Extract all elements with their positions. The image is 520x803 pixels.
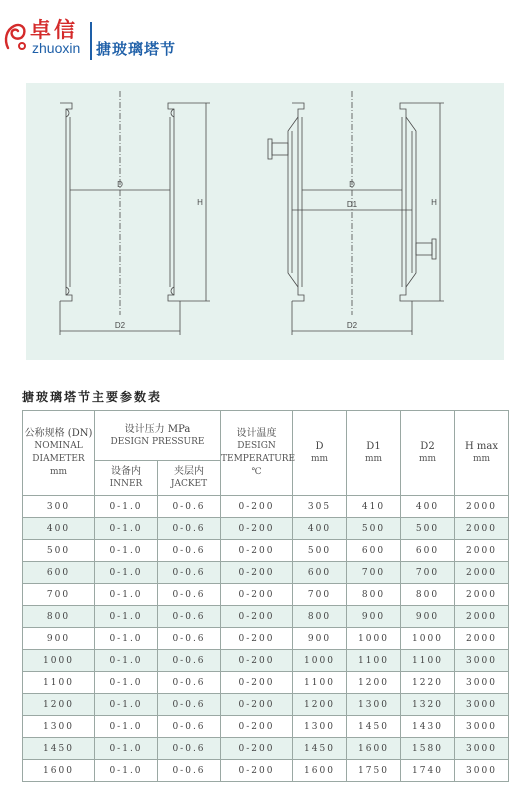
- drawing-svg: [26, 83, 504, 360]
- table-cell: 0-0.6: [158, 584, 221, 606]
- table-row: [23, 584, 509, 606]
- table-cell: 0-200: [221, 760, 293, 782]
- table-cell: 1300: [293, 716, 347, 738]
- left-d2-label: D2: [114, 321, 126, 330]
- table-cell: 400: [23, 518, 95, 540]
- table-cell: 1580: [401, 738, 455, 760]
- table-cell: 700: [401, 562, 455, 584]
- brand-divider: [90, 22, 92, 60]
- table-body: [23, 496, 509, 782]
- table-cell: 0-200: [221, 628, 293, 650]
- table-cell: 700: [293, 584, 347, 606]
- table-cell: 0-200: [221, 496, 293, 518]
- table-cell: 3000: [455, 694, 509, 716]
- table-cell: 1300: [23, 716, 95, 738]
- table-cell: 500: [347, 518, 401, 540]
- header-text: 设计压力 MPa: [124, 423, 191, 435]
- table-cell: 900: [23, 628, 95, 650]
- table-cell: 1000: [23, 650, 95, 672]
- table-row: [23, 606, 509, 628]
- table-cell: 0-1.0: [95, 738, 158, 760]
- table-cell: 2000: [455, 540, 509, 562]
- table-cell: 0-1.0: [95, 606, 158, 628]
- table-cell: 0-1.0: [95, 628, 158, 650]
- table-cell: 900: [401, 606, 455, 628]
- table-cell: 0-0.6: [158, 738, 221, 760]
- table-cell: 1430: [401, 716, 455, 738]
- table-cell: 1320: [401, 694, 455, 716]
- table-cell: 3000: [455, 738, 509, 760]
- header-d: [293, 411, 347, 496]
- table-cell: 800: [23, 606, 95, 628]
- header-d2: [401, 411, 455, 496]
- header-text: H max: [465, 441, 498, 452]
- table-cell: 1100: [401, 650, 455, 672]
- brand-name-en: zhuoxin: [32, 40, 81, 56]
- header-nominal: [23, 411, 95, 496]
- table-cell: 1600: [23, 760, 95, 782]
- table-cell: 1000: [347, 628, 401, 650]
- table-cell: 0-1.0: [95, 716, 158, 738]
- table-cell: 1100: [23, 672, 95, 694]
- table-row: [23, 540, 509, 562]
- table-cell: 0-0.6: [158, 672, 221, 694]
- header-text: 设备内: [111, 466, 141, 477]
- right-section-diagram: [268, 91, 444, 335]
- left-section-diagram: [60, 91, 210, 335]
- header-text: INNER: [109, 479, 143, 489]
- header-text: ℃: [251, 467, 262, 477]
- table-cell: 600: [23, 562, 95, 584]
- table-cell: 0-200: [221, 540, 293, 562]
- right-d1-label: D1: [346, 200, 358, 209]
- header-text: D2: [420, 441, 435, 452]
- table-cell: 0-1.0: [95, 650, 158, 672]
- table-row: [23, 562, 509, 584]
- table-cell: 0-1.0: [95, 672, 158, 694]
- table-row: [23, 628, 509, 650]
- table-cell: 1450: [23, 738, 95, 760]
- table-cell: 900: [293, 628, 347, 650]
- table-cell: 0-1.0: [95, 760, 158, 782]
- table-cell: 2000: [455, 496, 509, 518]
- table-cell: 0-0.6: [158, 518, 221, 540]
- table-cell: 1100: [293, 672, 347, 694]
- table-cell: 3000: [455, 650, 509, 672]
- table-cell: 2000: [455, 562, 509, 584]
- table-cell: 0-0.6: [158, 694, 221, 716]
- table-cell: 900: [347, 606, 401, 628]
- table-cell: 0-200: [221, 738, 293, 760]
- table-cell: 0-0.6: [158, 606, 221, 628]
- logo-icon: [2, 18, 32, 54]
- header-d1: [347, 411, 401, 496]
- table-cell: 0-0.6: [158, 716, 221, 738]
- table-cell: 0-200: [221, 716, 293, 738]
- spec-table: [22, 410, 509, 782]
- header-text: NOMINAL: [34, 441, 83, 451]
- left-d-label: D: [117, 180, 123, 189]
- table-cell: 1220: [401, 672, 455, 694]
- table-cell: 800: [347, 584, 401, 606]
- table-cell: 600: [347, 540, 401, 562]
- table-cell: 1600: [293, 760, 347, 782]
- right-d-label: D: [349, 180, 355, 189]
- table-cell: 700: [23, 584, 95, 606]
- table-cell: 300: [23, 496, 95, 518]
- table-cell: 500: [401, 518, 455, 540]
- table-cell: 400: [293, 518, 347, 540]
- table-cell: 0-0.6: [158, 650, 221, 672]
- header-text: 设计温度: [236, 428, 277, 439]
- table-cell: 0-200: [221, 518, 293, 540]
- header-text: mm: [472, 454, 491, 464]
- table-row: [23, 716, 509, 738]
- header-pressure: [95, 411, 221, 461]
- header: [0, 0, 520, 70]
- table-cell: 0-0.6: [158, 540, 221, 562]
- table-cell: 0-200: [221, 672, 293, 694]
- header-text: DIAMETER: [32, 454, 85, 464]
- table-cell: 600: [293, 562, 347, 584]
- header-text: DESIGN PRESSURE: [110, 436, 205, 447]
- table-cell: 1750: [347, 760, 401, 782]
- table-cell: 700: [347, 562, 401, 584]
- header-text: 夹层内: [174, 466, 204, 477]
- table-cell: 3000: [455, 716, 509, 738]
- header-text: mm: [310, 454, 329, 464]
- header-text: mm: [49, 467, 68, 477]
- header-text: TEMPERATURE: [221, 454, 296, 464]
- table-cell: 0-200: [221, 694, 293, 716]
- brand-name-cn: 卓信: [30, 17, 78, 42]
- table-cell: 0-1.0: [95, 540, 158, 562]
- table-cell: 2000: [455, 584, 509, 606]
- header-text: mm: [364, 454, 383, 464]
- table-row: [23, 738, 509, 760]
- table-cell: 3000: [455, 672, 509, 694]
- table-cell: 800: [293, 606, 347, 628]
- table-cell: 0-200: [221, 606, 293, 628]
- table-cell: 1000: [293, 650, 347, 672]
- table-cell: 0-0.6: [158, 628, 221, 650]
- table-row: [23, 694, 509, 716]
- right-h-label: H: [431, 198, 437, 207]
- table-cell: 0-200: [221, 650, 293, 672]
- table-cell: 0-1.0: [95, 496, 158, 518]
- header-inner: [95, 461, 158, 496]
- table-title: 搪玻璃塔节主要参数表: [22, 390, 163, 404]
- technical-drawing: [26, 83, 504, 360]
- table-cell: 2000: [455, 606, 509, 628]
- table-cell: 0-1.0: [95, 694, 158, 716]
- header-text: D1: [366, 441, 381, 452]
- product-title: 搪玻璃塔节: [96, 40, 177, 58]
- table-cell: 800: [401, 584, 455, 606]
- table-cell: 0-200: [221, 562, 293, 584]
- table-cell: 410: [347, 496, 401, 518]
- table-cell: 0-0.6: [158, 496, 221, 518]
- table-cell: 1200: [293, 694, 347, 716]
- table-cell: 0-1.0: [95, 518, 158, 540]
- header-text: DESIGN: [237, 441, 276, 451]
- table-cell: 0-0.6: [158, 760, 221, 782]
- table-cell: 0-1.0: [95, 562, 158, 584]
- table-cell: 0-200: [221, 584, 293, 606]
- table-cell: 1450: [293, 738, 347, 760]
- table-cell: 500: [23, 540, 95, 562]
- table-cell: 400: [401, 496, 455, 518]
- table-cell: 1000: [401, 628, 455, 650]
- table-row: [23, 496, 509, 518]
- table-cell: 500: [293, 540, 347, 562]
- header-temperature: [221, 411, 296, 496]
- table-cell: 1100: [347, 650, 401, 672]
- table-cell: 305: [293, 496, 347, 518]
- header-text: D: [315, 441, 324, 452]
- table-row: [23, 760, 509, 782]
- table-cell: 600: [401, 540, 455, 562]
- table-cell: 1740: [401, 760, 455, 782]
- right-d2-label: D2: [346, 321, 358, 330]
- table-row: [23, 672, 509, 694]
- header-text: 公称规格 (DN): [24, 428, 93, 439]
- table-cell: 1200: [347, 672, 401, 694]
- table-cell: 3000: [455, 760, 509, 782]
- left-h-label: H: [197, 198, 203, 207]
- table-cell: 1300: [347, 694, 401, 716]
- table-cell: 0-0.6: [158, 562, 221, 584]
- header-h-max: [455, 411, 509, 496]
- header-text: mm: [418, 454, 437, 464]
- header-jacket: [158, 461, 221, 496]
- table-cell: 2000: [455, 518, 509, 540]
- table-cell: 1600: [347, 738, 401, 760]
- table-row: [23, 650, 509, 672]
- table-cell: 0-1.0: [95, 584, 158, 606]
- table-cell: 2000: [455, 628, 509, 650]
- table-cell: 1450: [347, 716, 401, 738]
- table-row: [23, 518, 509, 540]
- table-cell: 1200: [23, 694, 95, 716]
- header-text: JACKET: [170, 479, 208, 489]
